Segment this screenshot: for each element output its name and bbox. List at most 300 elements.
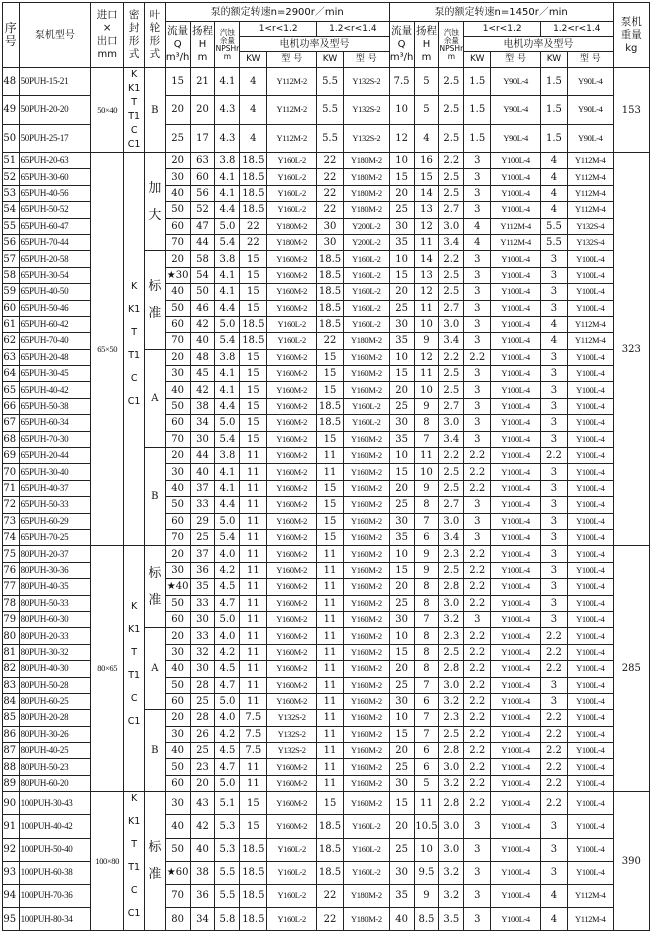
motor-a-1450: Y100L-4 bbox=[491, 497, 541, 513]
motor-b-2900: Y160L-2 bbox=[344, 415, 390, 431]
motor-b-1450: Y100L-4 bbox=[567, 628, 613, 644]
npsh-2900: 5.0 bbox=[215, 775, 240, 791]
kw-a-1450: 3 bbox=[464, 497, 491, 513]
row-index: 82 bbox=[3, 661, 20, 677]
row-index: 49 bbox=[3, 96, 20, 124]
motor-b-1450: Y100L-4 bbox=[567, 792, 613, 815]
header-type: 型 号 bbox=[344, 52, 390, 68]
pump-model: 100PUH-80-34 bbox=[19, 908, 91, 931]
motor-b-2900: Y160M-2 bbox=[344, 513, 390, 529]
npsh-1450: 2.3 bbox=[439, 710, 464, 726]
head-1450: 9 bbox=[414, 398, 439, 414]
flow-1450: 40 bbox=[389, 908, 414, 931]
motor-b-2900: Y180M-2 bbox=[344, 169, 390, 185]
motor-b-1450: Y100L-4 bbox=[567, 284, 613, 300]
motor-b-1450: Y112M-4 bbox=[567, 202, 613, 218]
flow-2900: 60 bbox=[165, 316, 190, 332]
npsh-2900: 4.1 bbox=[215, 464, 240, 480]
head-2900: 37 bbox=[190, 480, 215, 496]
kw-b-2900: 15 bbox=[317, 480, 344, 496]
kw-b-2900: 18.5 bbox=[317, 284, 344, 300]
kw-b-2900: 11 bbox=[317, 693, 344, 709]
row-index: 86 bbox=[3, 726, 20, 742]
flow-2900: 70 bbox=[165, 234, 190, 250]
flow-2900: 50 bbox=[165, 595, 190, 611]
npsh-1450: 2.7 bbox=[439, 300, 464, 316]
kw-a-2900: 15 bbox=[240, 267, 267, 283]
motor-b-2900: Y160M-2 bbox=[344, 726, 390, 742]
kw-a-1450: 3 bbox=[464, 316, 491, 332]
motor-b-2900: Y160M-2 bbox=[344, 611, 390, 627]
header-npsh-2900: 汽蚀 余量 NPSHr m bbox=[215, 22, 240, 68]
motor-a-2900: Y160M-2 bbox=[267, 382, 317, 398]
flow-2900: 20 bbox=[165, 546, 190, 562]
kw-a-2900: 11 bbox=[240, 759, 267, 775]
flow-1450: 35 bbox=[389, 234, 414, 250]
motor-a-1450: Y100L-4 bbox=[491, 595, 541, 611]
flow-2900: 40 bbox=[165, 284, 190, 300]
motor-b-1450: Y100L-4 bbox=[567, 415, 613, 431]
motor-b-2900: Y160M-2 bbox=[344, 792, 390, 815]
npsh-1450: 3.0 bbox=[439, 316, 464, 332]
head-1450: 8.5 bbox=[414, 908, 439, 931]
seal-code: C1 bbox=[127, 715, 141, 727]
motor-b-2900: Y180M-2 bbox=[344, 884, 390, 907]
npsh-1450: 3.0 bbox=[439, 838, 464, 861]
motor-a-1450: Y100L-4 bbox=[491, 382, 541, 398]
head-2900: 21 bbox=[190, 68, 215, 96]
npsh-1450: 2.5 bbox=[439, 96, 464, 124]
header-range-a-1450: 1<r<1.2 bbox=[464, 22, 541, 37]
npsh-2900: 4.2 bbox=[215, 644, 240, 660]
row-index: 65 bbox=[3, 382, 20, 398]
motor-a-1450: Y100L-4 bbox=[491, 628, 541, 644]
kw-a-1450: 3 bbox=[464, 398, 491, 414]
kw-a-2900: 15 bbox=[240, 431, 267, 447]
flow-2900: 70 bbox=[165, 884, 190, 907]
kw-b-1450: 3 bbox=[540, 431, 567, 447]
kw-a-1450: 3 bbox=[464, 300, 491, 316]
npsh-1450: 3.4 bbox=[439, 234, 464, 250]
head-2900: 46 bbox=[190, 300, 215, 316]
head-2900: 44 bbox=[190, 448, 215, 464]
header-head-2900: 扬程 H m bbox=[190, 22, 215, 68]
header-index: 序 号 bbox=[3, 3, 20, 68]
motor-b-1450: Y100L-4 bbox=[567, 693, 613, 709]
motor-b-1450: Y90L-4 bbox=[567, 68, 613, 96]
kw-b-2900: 11 bbox=[317, 775, 344, 791]
pump-model: 80PUH-50-28 bbox=[19, 677, 91, 693]
seal-code: K1 bbox=[128, 83, 141, 94]
kw-a-1450: 2.2 bbox=[464, 677, 491, 693]
row-index: 84 bbox=[3, 693, 20, 709]
row-index: 69 bbox=[3, 448, 20, 464]
pump-model: 65PUH-60-42 bbox=[19, 316, 91, 332]
motor-a-2900: Y160M-2 bbox=[267, 595, 317, 611]
pump-model: 65PUH-60-47 bbox=[19, 218, 91, 234]
row-index: 50 bbox=[3, 124, 20, 152]
flow-2900: 30 bbox=[165, 562, 190, 578]
head-1450: 9 bbox=[414, 546, 439, 562]
motor-b-2900: Y160M-2 bbox=[344, 464, 390, 480]
npsh-1450: 2.2 bbox=[439, 448, 464, 464]
head-1450: 6 bbox=[414, 529, 439, 545]
motor-b-2900: Y180M-2 bbox=[344, 153, 390, 169]
table-row bbox=[3, 792, 650, 815]
flow-2900: ★40 bbox=[165, 579, 190, 595]
flow-1450: 10 bbox=[389, 153, 414, 169]
flow-2900: 80 bbox=[165, 908, 190, 931]
npsh-2900: 3.8 bbox=[215, 349, 240, 365]
motor-a-2900: Y160M-2 bbox=[267, 497, 317, 513]
motor-a-2900: Y132S-2 bbox=[267, 710, 317, 726]
motor-b-2900: Y160L-2 bbox=[344, 251, 390, 267]
pump-model: 50PUH-20-20 bbox=[19, 96, 91, 124]
motor-a-2900: Y160M-2 bbox=[267, 366, 317, 382]
header-row-1 bbox=[3, 3, 650, 22]
pump-model: 80PUH-50-23 bbox=[19, 759, 91, 775]
head-2900: 42 bbox=[190, 316, 215, 332]
header-port: 进口 × 出口 mm bbox=[91, 3, 124, 68]
flow-1450: 15 bbox=[389, 644, 414, 660]
motor-a-1450: Y100L-4 bbox=[491, 546, 541, 562]
kw-a-2900: 18.5 bbox=[240, 333, 267, 349]
row-index: 74 bbox=[3, 529, 20, 545]
head-1450: 9 bbox=[414, 884, 439, 907]
npsh-2900: 5.4 bbox=[215, 529, 240, 545]
head-1450: 16 bbox=[414, 153, 439, 169]
npsh-1450: 3.4 bbox=[439, 529, 464, 545]
motor-b-2900: Y160L-2 bbox=[344, 284, 390, 300]
port-group: 100×80 bbox=[91, 792, 124, 931]
npsh-2900: 4.5 bbox=[215, 743, 240, 759]
head-2900: 29 bbox=[190, 513, 215, 529]
pump-model: 65PUH-60-29 bbox=[19, 513, 91, 529]
seal-code: C bbox=[130, 125, 138, 136]
kw-a-2900: 11 bbox=[240, 693, 267, 709]
motor-b-1450: Y112M-4 bbox=[567, 316, 613, 332]
pump-model: 50PUH-15-21 bbox=[19, 68, 91, 96]
motor-a-2900: Y160M-2 bbox=[267, 815, 317, 838]
kw-b-1450: 3 bbox=[540, 382, 567, 398]
motor-a-1450: Y100L-4 bbox=[491, 464, 541, 480]
pump-model: 100PUH-60-38 bbox=[19, 861, 91, 884]
kw-b-2900: 22 bbox=[317, 202, 344, 218]
npsh-1450: 3.0 bbox=[439, 513, 464, 529]
head-2900: 30 bbox=[190, 661, 215, 677]
kw-b-1450: 3 bbox=[540, 529, 567, 545]
kw-b-1450: 1.5 bbox=[540, 124, 567, 152]
motor-b-1450: Y100L-4 bbox=[567, 480, 613, 496]
kw-a-2900: 15 bbox=[240, 300, 267, 316]
kw-a-1450: 2.2 bbox=[464, 562, 491, 578]
motor-a-2900: Y160M-2 bbox=[267, 480, 317, 496]
motor-a-1450: Y100L-4 bbox=[491, 480, 541, 496]
motor-a-2900: Y160M-2 bbox=[267, 792, 317, 815]
motor-b-1450: Y100L-4 bbox=[567, 300, 613, 316]
motor-b-1450: Y100L-4 bbox=[567, 267, 613, 283]
head-2900: 33 bbox=[190, 595, 215, 611]
motor-a-1450: Y100L-4 bbox=[491, 661, 541, 677]
kw-b-2900: 15 bbox=[317, 497, 344, 513]
kw-a-2900: 11 bbox=[240, 562, 267, 578]
kw-b-2900: 11 bbox=[317, 710, 344, 726]
head-2900: 50 bbox=[190, 284, 215, 300]
head-2900: 17 bbox=[190, 124, 215, 152]
pump-model: 80PUH-50-33 bbox=[19, 595, 91, 611]
flow-1450: 25 bbox=[389, 759, 414, 775]
motor-b-1450: Y100L-4 bbox=[567, 562, 613, 578]
flow-1450: 15 bbox=[389, 464, 414, 480]
table-row bbox=[3, 546, 650, 562]
kw-b-2900: 18.5 bbox=[317, 861, 344, 884]
flow-1450: 15 bbox=[389, 267, 414, 283]
kw-b-1450: 4 bbox=[540, 169, 567, 185]
kw-b-1450: 3 bbox=[540, 349, 567, 365]
kw-b-1450: 2.2 bbox=[540, 743, 567, 759]
pump-model: 100PUH-30-43 bbox=[19, 792, 91, 815]
npsh-1450: 2.5 bbox=[439, 644, 464, 660]
kw-a-2900: 11 bbox=[240, 628, 267, 644]
motor-b-2900: Y180M-2 bbox=[344, 908, 390, 931]
pump-model: 65PUH-30-54 bbox=[19, 267, 91, 283]
motor-a-2900: Y160M-2 bbox=[267, 513, 317, 529]
motor-a-1450: Y100L-4 bbox=[491, 267, 541, 283]
kw-b-2900: 18.5 bbox=[317, 316, 344, 332]
row-index: 66 bbox=[3, 398, 20, 414]
kw-a-1450: 3 bbox=[464, 838, 491, 861]
row-index: 93 bbox=[3, 861, 20, 884]
head-1450: 15 bbox=[414, 169, 439, 185]
motor-a-1450: Y100L-4 bbox=[491, 366, 541, 382]
pump-model: 80PUH-30-36 bbox=[19, 562, 91, 578]
kw-b-2900: 11 bbox=[317, 546, 344, 562]
npsh-2900: 5.3 bbox=[215, 815, 240, 838]
flow-1450: 25 bbox=[389, 595, 414, 611]
kw-a-2900: 4 bbox=[240, 96, 267, 124]
head-1450: 7 bbox=[414, 513, 439, 529]
motor-a-1450: Y100L-4 bbox=[491, 431, 541, 447]
npsh-1450: 2.7 bbox=[439, 497, 464, 513]
npsh-2900: 4.1 bbox=[215, 267, 240, 283]
motor-b-2900: Y160M-2 bbox=[344, 382, 390, 398]
motor-b-1450: Y100L-4 bbox=[567, 431, 613, 447]
npsh-2900: 4.7 bbox=[215, 677, 240, 693]
npsh-2900: 5.0 bbox=[215, 218, 240, 234]
header-motor-2900: 电机功率及型号 bbox=[240, 37, 389, 52]
head-1450: 8 bbox=[414, 628, 439, 644]
kw-b-2900: 5.5 bbox=[317, 124, 344, 152]
motor-b-1450: Y100L-4 bbox=[567, 349, 613, 365]
pump-model: 65PUH-40-50 bbox=[19, 284, 91, 300]
kw-a-1450: 3 bbox=[464, 366, 491, 382]
motor-b-2900: Y160M-2 bbox=[344, 366, 390, 382]
npsh-2900: 5.0 bbox=[215, 693, 240, 709]
motor-b-1450: Y100L-4 bbox=[567, 513, 613, 529]
kw-a-2900: 18.5 bbox=[240, 185, 267, 201]
motor-b-1450: Y100L-4 bbox=[567, 743, 613, 759]
pump-model: 65PUH-30-40 bbox=[19, 464, 91, 480]
flow-1450: 30 bbox=[389, 513, 414, 529]
row-index: 51 bbox=[3, 153, 20, 169]
kw-a-1450: 2.2 bbox=[464, 480, 491, 496]
motor-b-1450: Y100L-4 bbox=[567, 861, 613, 884]
motor-b-1450: Y100L-4 bbox=[567, 644, 613, 660]
npsh-1450: 2.5 bbox=[439, 726, 464, 742]
pump-model: 100PUH-40-42 bbox=[19, 815, 91, 838]
npsh-1450: 2.3 bbox=[439, 546, 464, 562]
motor-a-1450: Y100L-4 bbox=[491, 398, 541, 414]
head-1450: 7 bbox=[414, 431, 439, 447]
motor-b-1450: Y100L-4 bbox=[567, 611, 613, 627]
head-2900: 25 bbox=[190, 529, 215, 545]
pump-model: 65PUH-50-46 bbox=[19, 300, 91, 316]
pump-model: 50PUH-25-17 bbox=[19, 124, 91, 152]
motor-a-2900: Y160L-2 bbox=[267, 169, 317, 185]
header-kw: KW bbox=[540, 52, 567, 68]
flow-2900: 50 bbox=[165, 202, 190, 218]
kw-b-1450: 2.2 bbox=[540, 644, 567, 660]
pump-model: 65PUH-70-30 bbox=[19, 431, 91, 447]
impeller-group: A bbox=[145, 349, 166, 447]
motor-a-1450: Y100L-4 bbox=[491, 251, 541, 267]
npsh-1450: 3.0 bbox=[439, 815, 464, 838]
motor-a-2900: Y160L-2 bbox=[267, 333, 317, 349]
row-index: 79 bbox=[3, 611, 20, 627]
npsh-1450: 3.4 bbox=[439, 333, 464, 349]
kw-a-1450: 4 bbox=[464, 218, 491, 234]
motor-a-2900: Y160M-2 bbox=[267, 611, 317, 627]
flow-1450: 10 bbox=[389, 349, 414, 365]
head-2900: 34 bbox=[190, 415, 215, 431]
flow-2900: 30 bbox=[165, 169, 190, 185]
kw-a-1450: 2.2 bbox=[464, 644, 491, 660]
motor-a-2900: Y160L-2 bbox=[267, 884, 317, 907]
head-1450: 5 bbox=[414, 775, 439, 791]
motor-b-2900: Y160L-2 bbox=[344, 398, 390, 414]
npsh-1450: 2.2 bbox=[439, 153, 464, 169]
head-2900: 35 bbox=[190, 579, 215, 595]
head-1450: 11 bbox=[414, 366, 439, 382]
flow-2900: 20 bbox=[165, 349, 190, 365]
kw-b-2900: 22 bbox=[317, 884, 344, 907]
seal-code: K bbox=[131, 281, 138, 293]
flow-2900: 50 bbox=[165, 838, 190, 861]
npsh-1450: 3.5 bbox=[439, 908, 464, 931]
head-1450: 8 bbox=[414, 661, 439, 677]
motor-a-1450: Y100L-4 bbox=[491, 153, 541, 169]
row-index: 67 bbox=[3, 415, 20, 431]
row-index: 63 bbox=[3, 349, 20, 365]
npsh-1450: 3.0 bbox=[439, 218, 464, 234]
pump-model: 65PUH-20-48 bbox=[19, 349, 91, 365]
impeller-group: A bbox=[145, 628, 166, 710]
npsh-1450: 2.5 bbox=[439, 284, 464, 300]
motor-a-2900: Y160M-2 bbox=[267, 693, 317, 709]
npsh-1450: 3.0 bbox=[439, 759, 464, 775]
kw-b-2900: 15 bbox=[317, 513, 344, 529]
kw-b-2900: 15 bbox=[317, 431, 344, 447]
motor-b-2900: Y160L-2 bbox=[344, 267, 390, 283]
kw-b-1450: 3 bbox=[540, 693, 567, 709]
motor-a-1450: Y112M-4 bbox=[491, 218, 541, 234]
head-2900: 25 bbox=[190, 693, 215, 709]
header-type: 型 号 bbox=[491, 52, 541, 68]
motor-a-1450: Y90L-4 bbox=[491, 68, 541, 96]
row-index: 95 bbox=[3, 908, 20, 931]
kw-a-2900: 11 bbox=[240, 497, 267, 513]
row-index: 68 bbox=[3, 431, 20, 447]
kw-a-2900: 11 bbox=[240, 513, 267, 529]
motor-a-1450: Y100L-4 bbox=[491, 775, 541, 791]
npsh-1450: 3.0 bbox=[439, 677, 464, 693]
motor-a-1450: Y100L-4 bbox=[491, 677, 541, 693]
npsh-1450: 2.3 bbox=[439, 628, 464, 644]
row-index: 76 bbox=[3, 562, 20, 578]
head-1450: 7 bbox=[414, 710, 439, 726]
motor-a-2900: Y160M-2 bbox=[267, 579, 317, 595]
kw-b-2900: 11 bbox=[317, 726, 344, 742]
motor-b-2900: Y160M-2 bbox=[344, 579, 390, 595]
kw-b-2900: 18.5 bbox=[317, 398, 344, 414]
motor-b-1450: Y100L-4 bbox=[567, 726, 613, 742]
row-index: 64 bbox=[3, 366, 20, 382]
kw-a-1450: 3 bbox=[464, 908, 491, 931]
flow-1450: 30 bbox=[389, 218, 414, 234]
impeller-group: B bbox=[145, 68, 166, 153]
kw-a-1450: 2.2 bbox=[464, 726, 491, 742]
row-index: 52 bbox=[3, 169, 20, 185]
header-flow-1450: 流量 Q m³/h bbox=[389, 22, 414, 68]
seal-code: T bbox=[131, 646, 138, 658]
kw-b-1450: 1.5 bbox=[540, 96, 567, 124]
impeller-type-char: 加 bbox=[148, 180, 162, 196]
kw-b-2900: 18.5 bbox=[317, 251, 344, 267]
npsh-2900: 5.0 bbox=[215, 513, 240, 529]
motor-b-2900: Y160M-2 bbox=[344, 529, 390, 545]
pump-model: 80PUH-40-35 bbox=[19, 579, 91, 595]
motor-b-2900: Y160M-2 bbox=[344, 661, 390, 677]
seal-group bbox=[124, 546, 145, 792]
motor-b-2900: Y132S-2 bbox=[344, 96, 390, 124]
kw-b-1450: 2.2 bbox=[540, 710, 567, 726]
head-1450: 4 bbox=[414, 124, 439, 152]
npsh-2900: 4.1 bbox=[215, 185, 240, 201]
seal-code: T1 bbox=[128, 862, 141, 874]
row-index: 92 bbox=[3, 838, 20, 861]
kw-b-2900: 11 bbox=[317, 448, 344, 464]
head-2900: 54 bbox=[190, 267, 215, 283]
motor-a-1450: Y100L-4 bbox=[491, 838, 541, 861]
head-2900: 28 bbox=[190, 677, 215, 693]
motor-b-1450: Y100L-4 bbox=[567, 251, 613, 267]
head-1450: 5 bbox=[414, 68, 439, 96]
motor-b-1450: Y100L-4 bbox=[567, 710, 613, 726]
kw-b-1450: 4 bbox=[540, 333, 567, 349]
row-index: 89 bbox=[3, 775, 20, 791]
motor-b-1450: Y100L-4 bbox=[567, 464, 613, 480]
motor-a-2900: Y180M-2 bbox=[267, 218, 317, 234]
npsh-2900: 5.0 bbox=[215, 316, 240, 332]
header-npsh-1450: 汽蚀 余量 NPSHr m bbox=[439, 22, 464, 68]
header-weight: 泵机 重量 kg bbox=[613, 3, 649, 68]
row-index: 73 bbox=[3, 513, 20, 529]
kw-a-1450: 2.2 bbox=[464, 661, 491, 677]
motor-a-2900: Y160M-2 bbox=[267, 661, 317, 677]
kw-b-2900: 11 bbox=[317, 743, 344, 759]
npsh-2900: 4.0 bbox=[215, 546, 240, 562]
kw-b-1450: 3 bbox=[540, 815, 567, 838]
